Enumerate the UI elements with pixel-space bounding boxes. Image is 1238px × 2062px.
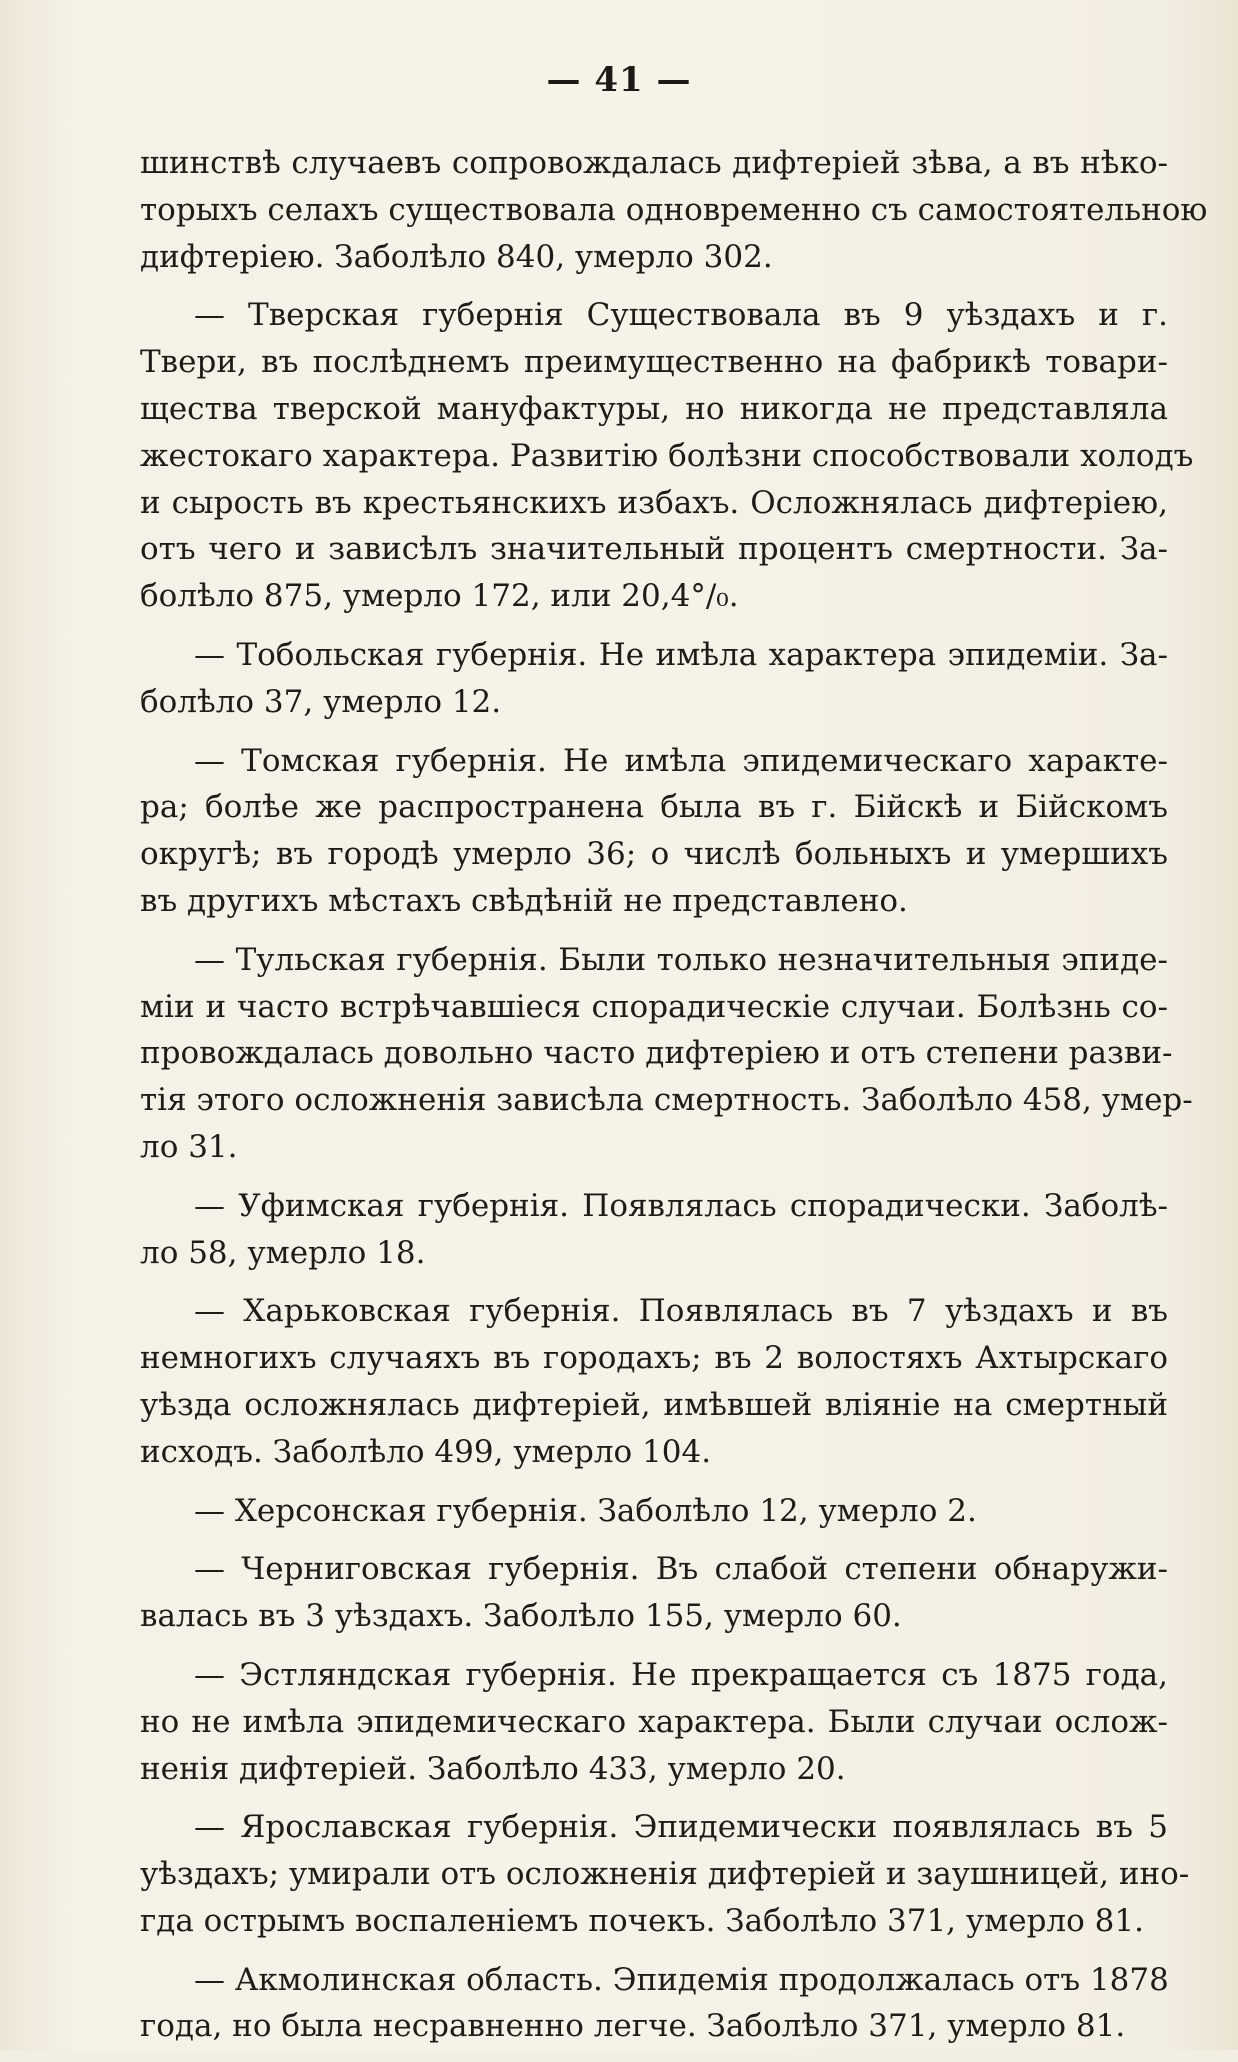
text-line: болѣло 875, умерло 172, или 20,4°/₀. (140, 578, 739, 615)
text-line: ло 58, умерло 18. (140, 1234, 426, 1271)
text-line: гда острымъ воспаленіемъ почекъ. Заболѣло 371, умерло 81. (140, 1902, 1144, 1939)
text-line: уѣздахъ; умирали отъ осложненія дифтеріей и заушницей, ино- (140, 1856, 1190, 1893)
paragraph (140, 1288, 1168, 1475)
text-line: дифтеріею. Заболѣло 840, умерло 302. (140, 238, 773, 275)
text-line: тія этого осложненія зависѣла смертность. Заболѣло 458, умер- (140, 1082, 1193, 1119)
paragraph (140, 937, 1193, 1171)
paragraph (140, 1488, 1168, 1535)
text-line: и сырость въ крестьянскихъ избахъ. Осложнялась дифтеріею, (140, 484, 1168, 521)
text-line: но не имѣла эпидемическаго характера. Были случаи ослож- (140, 1703, 1168, 1740)
text-line: уѣзда осложнялась дифтеріей, имѣвшей вліяніе на смертный (140, 1386, 1168, 1423)
text-line: исходъ. Заболѣло 499, умерло 104. (140, 1433, 712, 1470)
paragraph (140, 1957, 1168, 2051)
text-line: болѣло 37, умерло 12. (140, 683, 502, 720)
text-line: — Черниговская губернія. Въ слабой степени обнаружи- (194, 1551, 1168, 1588)
paragraph (140, 632, 1168, 726)
text-line: валась въ 3 уѣздахъ. Заболѣло 155, умерло 60. (140, 1598, 902, 1635)
text-line: шинствѣ случаевъ сопровождалась дифтеріей зѣва, а въ нѣко- (140, 145, 1168, 181)
text-line: провождалась довольно часто дифтеріею и отъ степени разви- (140, 1035, 1173, 1072)
page-number: — 41 — (546, 60, 692, 100)
text-line: ло 31. (140, 1128, 238, 1165)
text-line: — Тульская губернія. Были только незначительныя эпиде- (194, 941, 1168, 978)
text-line: года, но была несравненно легче. Заболѣло 371, умерло 81. (140, 2008, 1126, 2045)
text-line: — Тобольская губернія. Не имѣла характера эпидеміи. За- (194, 636, 1168, 673)
text-line: — Эстляндская губернія. Не прекращается съ 1875 года, (194, 1656, 1168, 1693)
text-line: щества тверской мануфактуры, но никогда не представляла (140, 390, 1168, 427)
body-text (140, 140, 1208, 2062)
text-line: Твери, въ послѣднемъ преимущественно на фабрикѣ товари- (140, 344, 1168, 381)
text-line: отъ чего и зависѣлъ значительный процентъ смертности. За- (140, 531, 1168, 568)
text-line: — Акмолинская область. Эпидемія продолжалась отъ 1878 (194, 1961, 1169, 1998)
paragraph (140, 292, 1194, 620)
text-line: немногихъ случаяхъ въ городахъ; въ 2 волостяхъ Ахтырскаго (140, 1340, 1168, 1377)
paragraph (140, 1546, 1168, 1640)
text-line: — Харьковская губернія. Появлялась въ 7 уѣздахъ и въ (194, 1293, 1168, 1330)
paragraph (140, 140, 1208, 280)
text-line: — Ярославская губернія. Эпидемически появлялась въ 5 (194, 1809, 1168, 1846)
text-line: ра; болѣе же распространена была въ г. Бійскѣ и Бійскомъ (140, 789, 1168, 826)
paragraph (140, 1804, 1190, 1944)
paragraph (140, 1183, 1168, 1277)
text-line: — Уфимская губернія. Появлялась спорадически. Заболѣ- (194, 1187, 1168, 1224)
paragraph (140, 1652, 1168, 1792)
text-line: ненія дифтеріей. Заболѣло 433, умерло 20. (140, 1750, 846, 1787)
text-line: торыхъ селахъ существовала одновременно съ самостоятельною (140, 191, 1208, 228)
paragraph (140, 738, 1168, 925)
text-line: жестокаго характера. Развитію болѣзни способствовали холодъ (140, 437, 1194, 474)
text-line: въ другихъ мѣстахъ свѣдѣній не представлено. (140, 882, 908, 919)
text-line: — Херсонская губернія. Заболѣло 12, умерло 2. (194, 1492, 977, 1529)
text-line: — Тверская губернія Существовала въ 9 уѣздахъ и г. (194, 297, 1168, 334)
text-line: округѣ; въ городѣ умерло 36; о числѣ больныхъ и умершихъ (140, 836, 1168, 873)
text-line: — Томская губернія. Не имѣла эпидемическаго характе- (194, 742, 1168, 779)
text-line: міи и часто встрѣчавшіеся спорадическіе случаи. Болѣзнь со- (140, 988, 1168, 1025)
